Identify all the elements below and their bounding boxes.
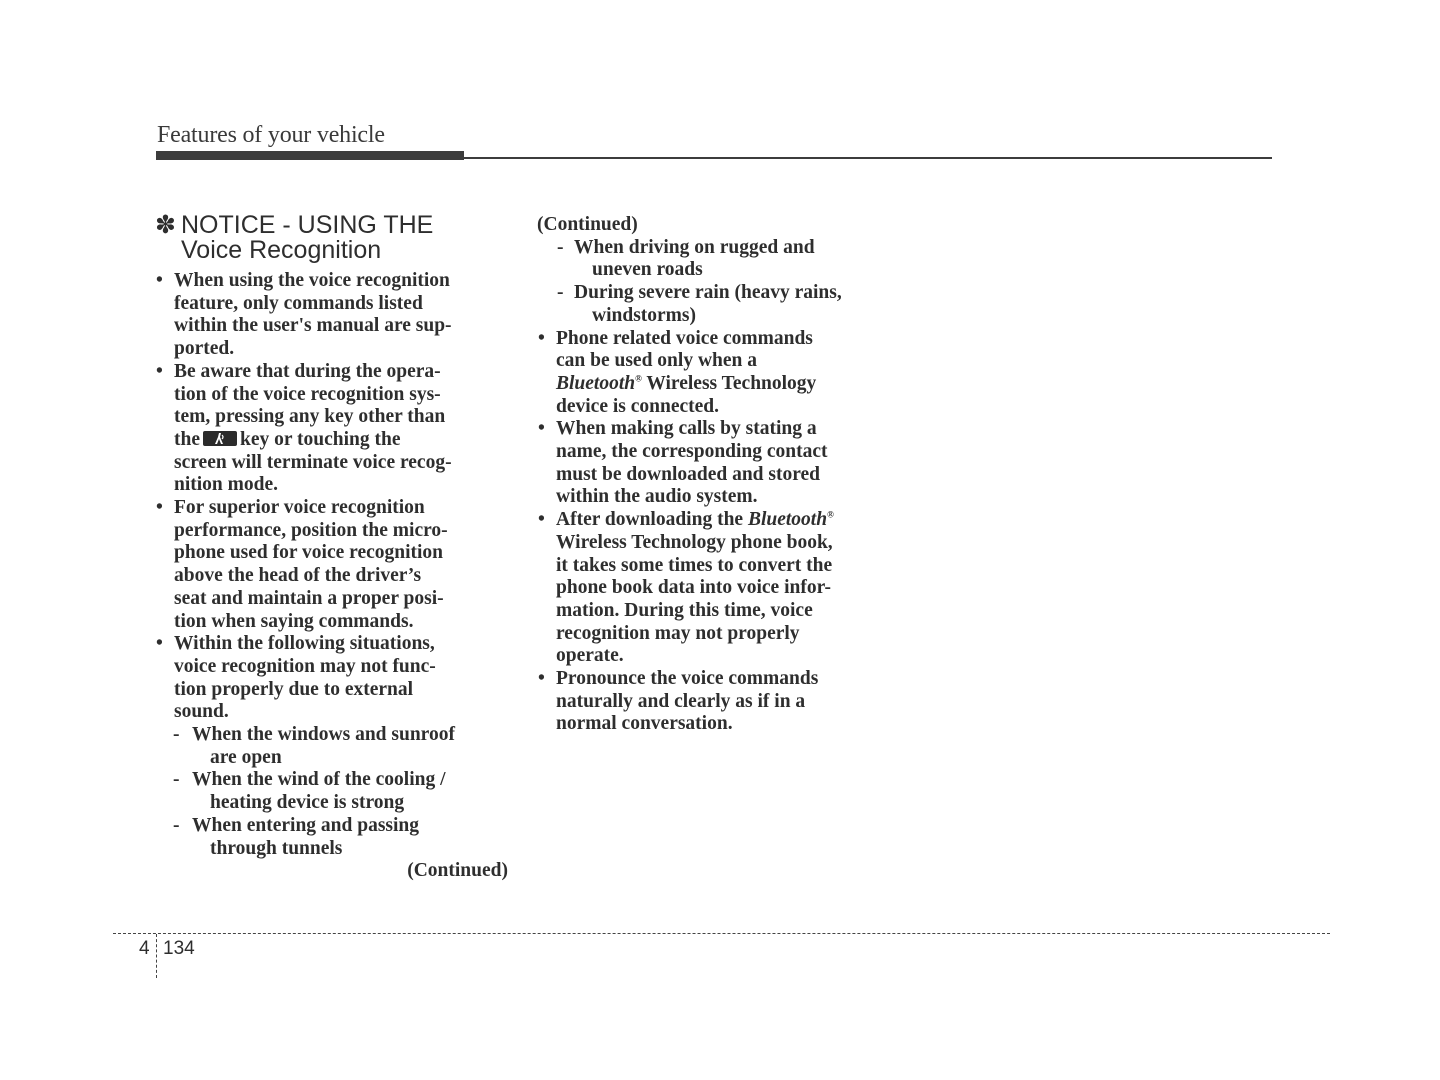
registered-mark: ®	[635, 373, 642, 384]
continued-label: (Continued)	[537, 214, 638, 235]
bullet-item-pronounce	[537, 668, 897, 736]
text-line: within the audio system.	[556, 486, 758, 508]
text-line: When the windows and sunroof	[192, 724, 455, 746]
text-line: within the user's manual are sup-	[174, 315, 452, 337]
bullet-mark: •	[156, 497, 163, 519]
bullet-mark: •	[538, 418, 545, 440]
section-title: Features of your vehicle	[157, 122, 385, 148]
registered-mark: ®	[827, 509, 834, 520]
text-line: Be aware that during the opera-	[174, 360, 441, 382]
text-line: above the head of the driver’s	[174, 565, 422, 587]
right-column	[537, 214, 897, 736]
bullet-item-microphone	[155, 497, 520, 633]
text-line: heating device is strong	[210, 792, 405, 814]
bullet-mark: •	[538, 327, 545, 349]
bullet-mark: •	[156, 633, 163, 655]
text-line	[174, 429, 520, 452]
text-line: tion properly due to external	[174, 678, 414, 700]
text-line: sound.	[174, 701, 229, 723]
dash-mark: -	[173, 814, 180, 836]
notice-title-line-2: Voice Recognition	[181, 236, 382, 264]
text-line: When the wind of the cooling /	[192, 769, 446, 791]
notice-heading	[155, 213, 520, 263]
bullet-item-situations	[155, 633, 520, 724]
header-rule-thin	[156, 157, 1272, 159]
dash-item-severe-rain	[537, 282, 897, 327]
text-line: Within the following situations,	[174, 633, 435, 655]
text-line: Pronounce the voice commands	[556, 668, 819, 690]
notice-title-line-1: NOTICE - USING THE	[181, 211, 434, 239]
text-line: it takes some times to convert the	[556, 554, 833, 576]
text-line: tion of the voice recognition sys-	[174, 383, 441, 405]
text-line: screen will terminate voice recog-	[174, 451, 452, 473]
text-line: seat and maintain a proper posi-	[174, 587, 444, 609]
text-line	[556, 509, 897, 532]
text-line: device is connected.	[556, 395, 720, 417]
dash-mark: -	[173, 769, 180, 791]
bullet-mark: •	[156, 360, 163, 382]
text-fragment: After downloading the	[556, 509, 748, 531]
notice-star-icon: ✽	[155, 211, 176, 239]
footer-rule	[113, 933, 1330, 934]
bullet-item-phone-book	[537, 509, 897, 668]
text-fragment: Wireless Technology	[641, 372, 817, 394]
bluetooth-text: Bluetooth	[556, 372, 636, 394]
text-line: name, the corresponding contact	[556, 441, 828, 463]
text-line: performance, position the micro-	[174, 519, 448, 541]
text-line: can be used only when a	[556, 350, 757, 372]
dash-item-tunnels	[155, 815, 520, 860]
page-number: 134	[163, 938, 195, 959]
text-line: When driving on rugged and	[574, 236, 815, 258]
text-line: must be downloaded and stored	[556, 463, 821, 485]
text-line: recognition may not properly	[556, 622, 800, 644]
bullet-mark: •	[538, 509, 545, 531]
left-column	[155, 213, 520, 883]
text-fragment: the	[174, 428, 200, 450]
text-line: normal conversation.	[556, 713, 733, 735]
text-line: through tunnels	[210, 837, 343, 859]
bullet-item-phone-commands	[537, 328, 897, 419]
text-line: During severe rain (heavy rains,	[574, 282, 842, 304]
dash-item-windows	[155, 724, 520, 769]
chapter-number: 4	[139, 938, 150, 959]
bullet-mark: •	[156, 270, 163, 291]
text-line: uneven roads	[592, 259, 703, 281]
text-line: windstorms)	[592, 304, 697, 326]
text-line: Wireless Technology phone book,	[556, 531, 833, 553]
text-line: For superior voice recognition	[174, 497, 425, 519]
bullet-mark: •	[538, 668, 545, 690]
bluetooth-text: Bluetooth	[747, 509, 828, 531]
text-line	[556, 373, 897, 396]
text-line: voice recognition may not func-	[174, 655, 436, 677]
voice-recognition-key-icon	[203, 431, 237, 446]
continued-label: (Continued)	[407, 860, 508, 882]
text-line: nition mode.	[174, 474, 279, 496]
footer-divider	[156, 934, 157, 978]
text-line: phone used for voice recognition	[174, 542, 444, 564]
dash-mark: -	[557, 282, 564, 304]
text-line: ported.	[174, 338, 235, 360]
text-line: naturally and clearly as if in a	[556, 690, 806, 712]
text-line: tion when saying commands.	[174, 610, 414, 632]
bullet-item-commands	[155, 270, 520, 361]
text-line: When entering and passing	[192, 814, 420, 836]
dash-mark: -	[173, 724, 180, 746]
text-line: are open	[210, 746, 282, 768]
dash-item-rugged-roads	[537, 237, 897, 282]
text-fragment: key or touching the	[240, 428, 401, 450]
text-line: Phone related voice commands	[556, 327, 813, 349]
dash-mark: -	[557, 236, 564, 258]
bullet-item-making-calls	[537, 418, 897, 509]
bullet-item-key-press	[155, 361, 520, 497]
text-line: When making calls by stating a	[556, 418, 817, 440]
text-line: mation. During this time, voice	[556, 599, 813, 621]
dash-item-wind	[155, 769, 520, 814]
text-line: tem, pressing any key other than	[174, 406, 446, 428]
text-line: phone book data into voice infor-	[556, 577, 832, 599]
text-line: feature, only commands listed	[174, 292, 423, 314]
text-line: When using the voice recognition	[174, 270, 450, 291]
text-line: operate.	[556, 645, 624, 667]
